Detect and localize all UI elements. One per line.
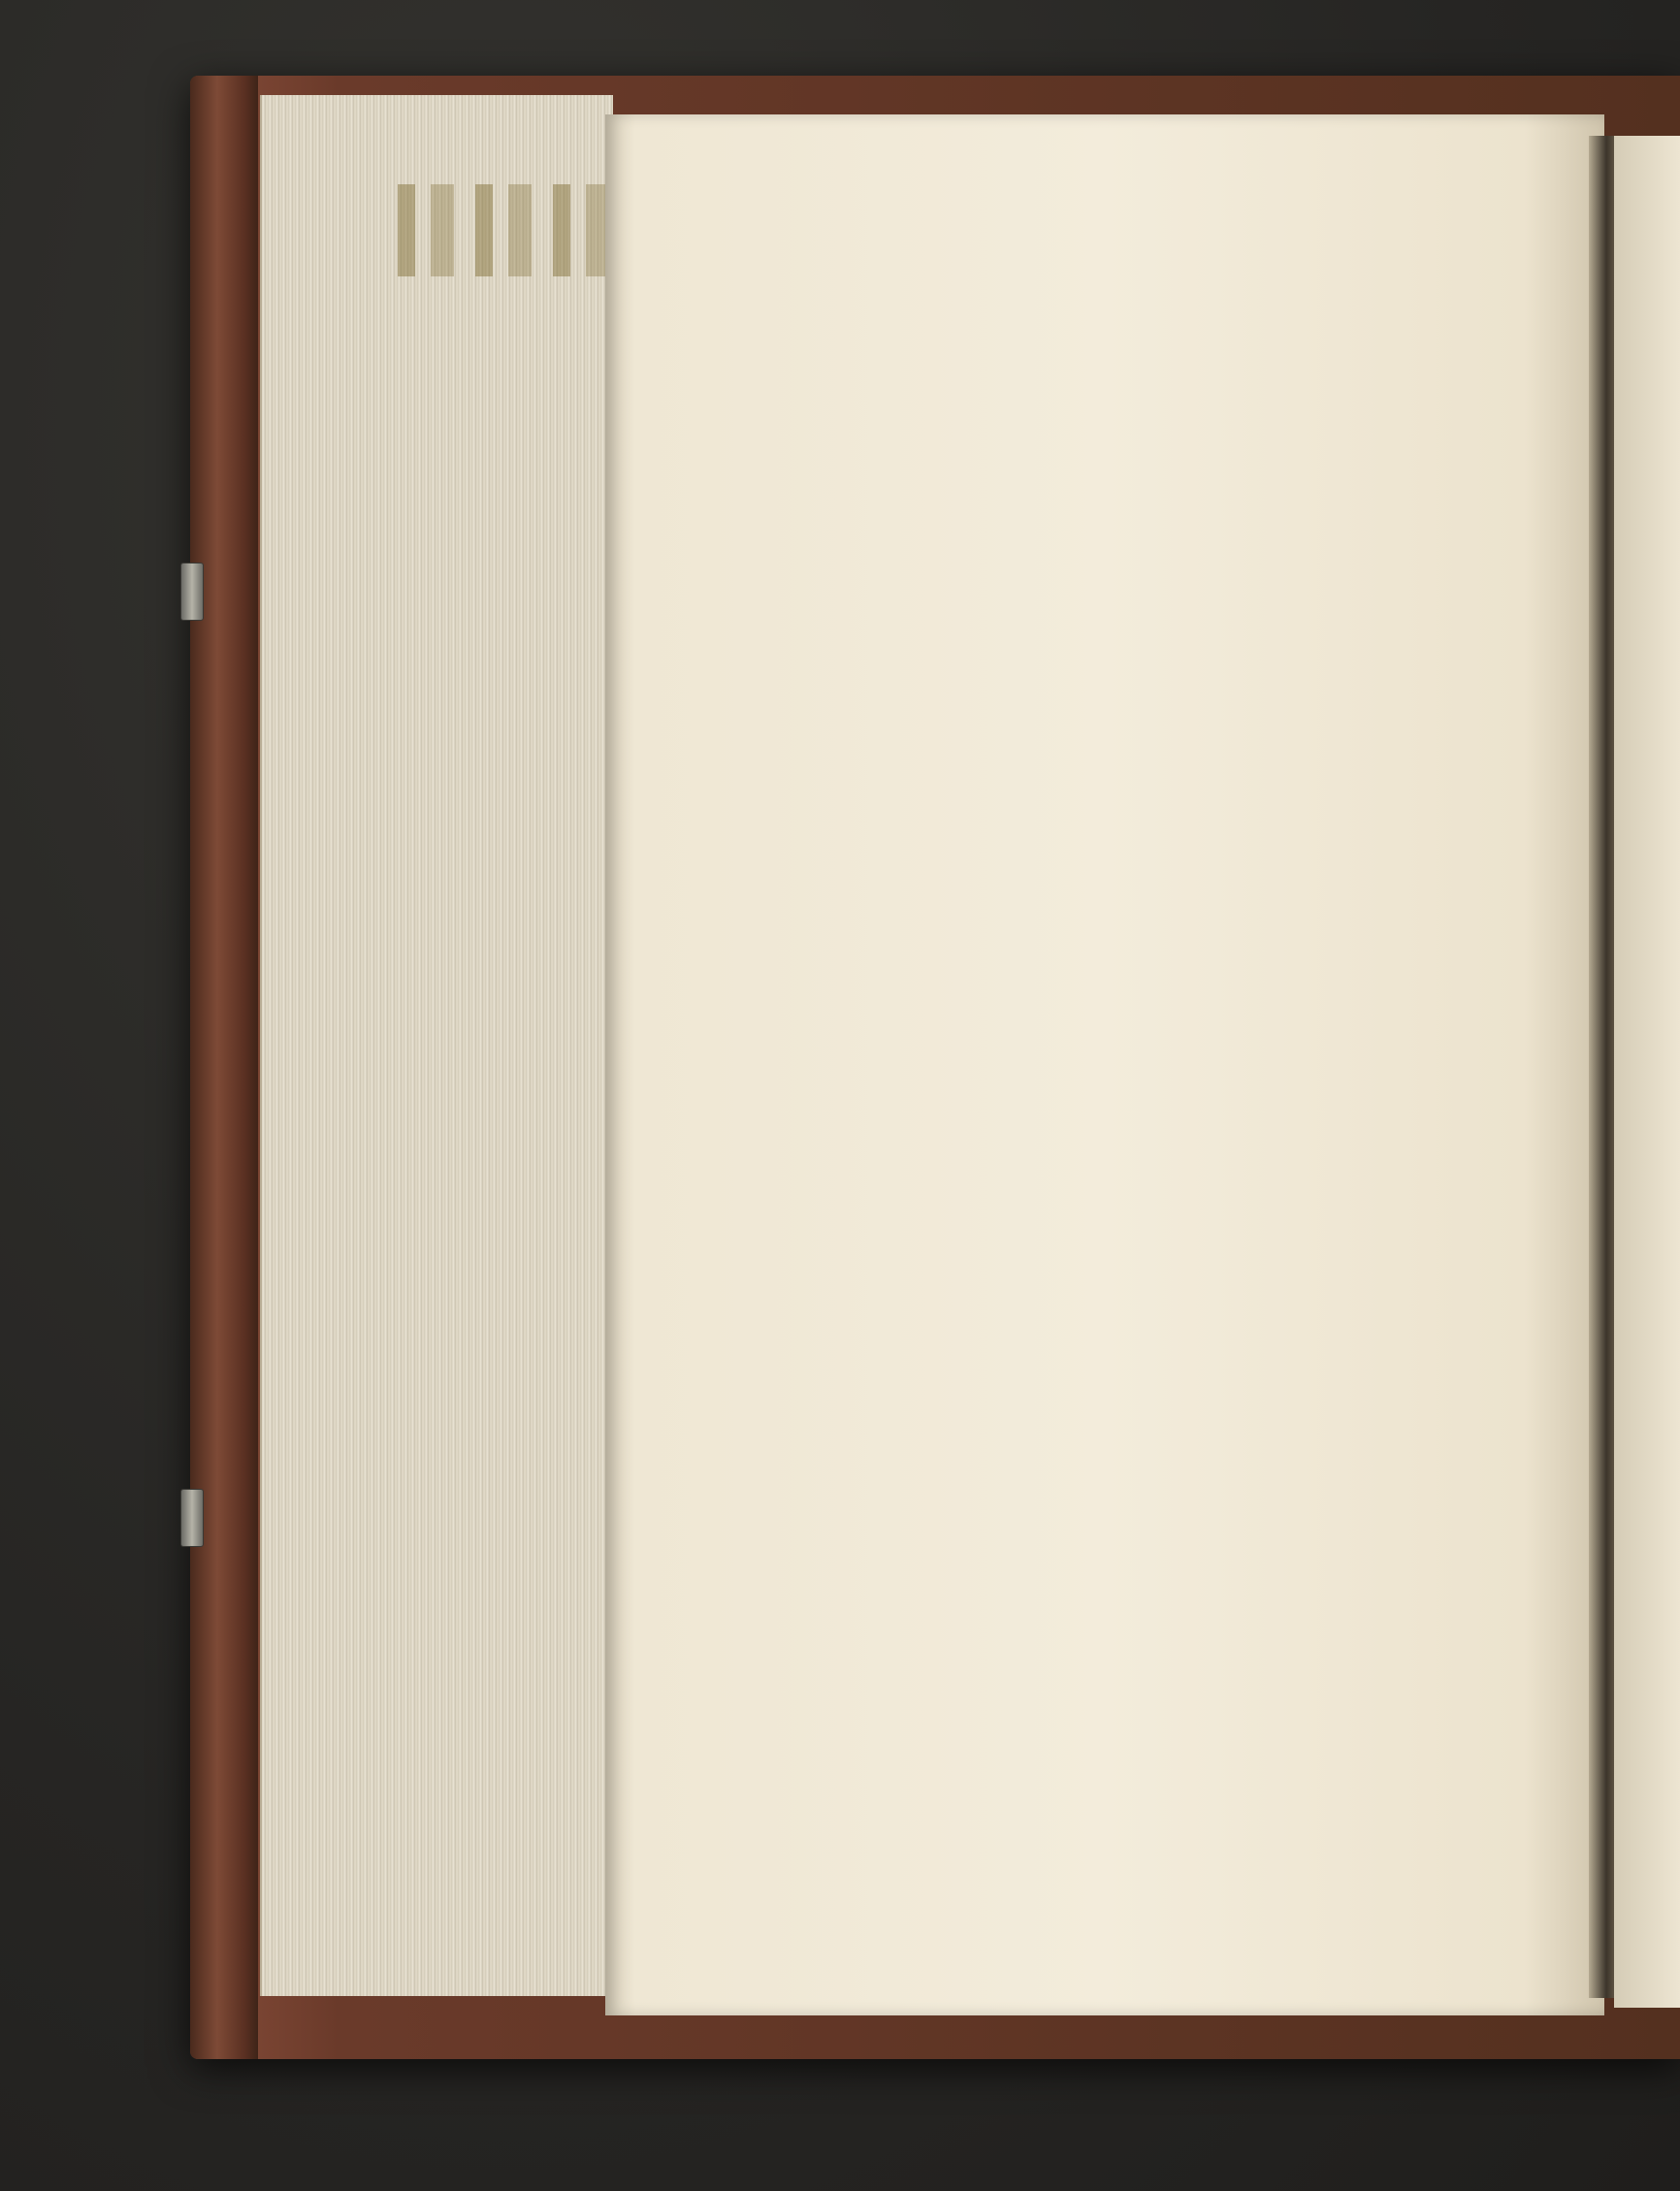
clasp-bottom-icon: [180, 1489, 204, 1547]
page-stack-edge: [260, 95, 613, 1996]
chapter-heading-line: [844, 674, 1542, 719]
fore-edge-marking: [398, 184, 611, 276]
clasp-top-icon: [180, 563, 204, 621]
facing-page: [1614, 136, 1680, 2008]
chapter-heading-line: [844, 719, 1542, 763]
chapter-label: [844, 808, 1542, 860]
book-page: [605, 114, 1604, 2015]
chapter-heading: [844, 674, 1542, 860]
chapter-heading-line: [844, 763, 1542, 808]
book-spine-edge: [190, 76, 258, 2059]
